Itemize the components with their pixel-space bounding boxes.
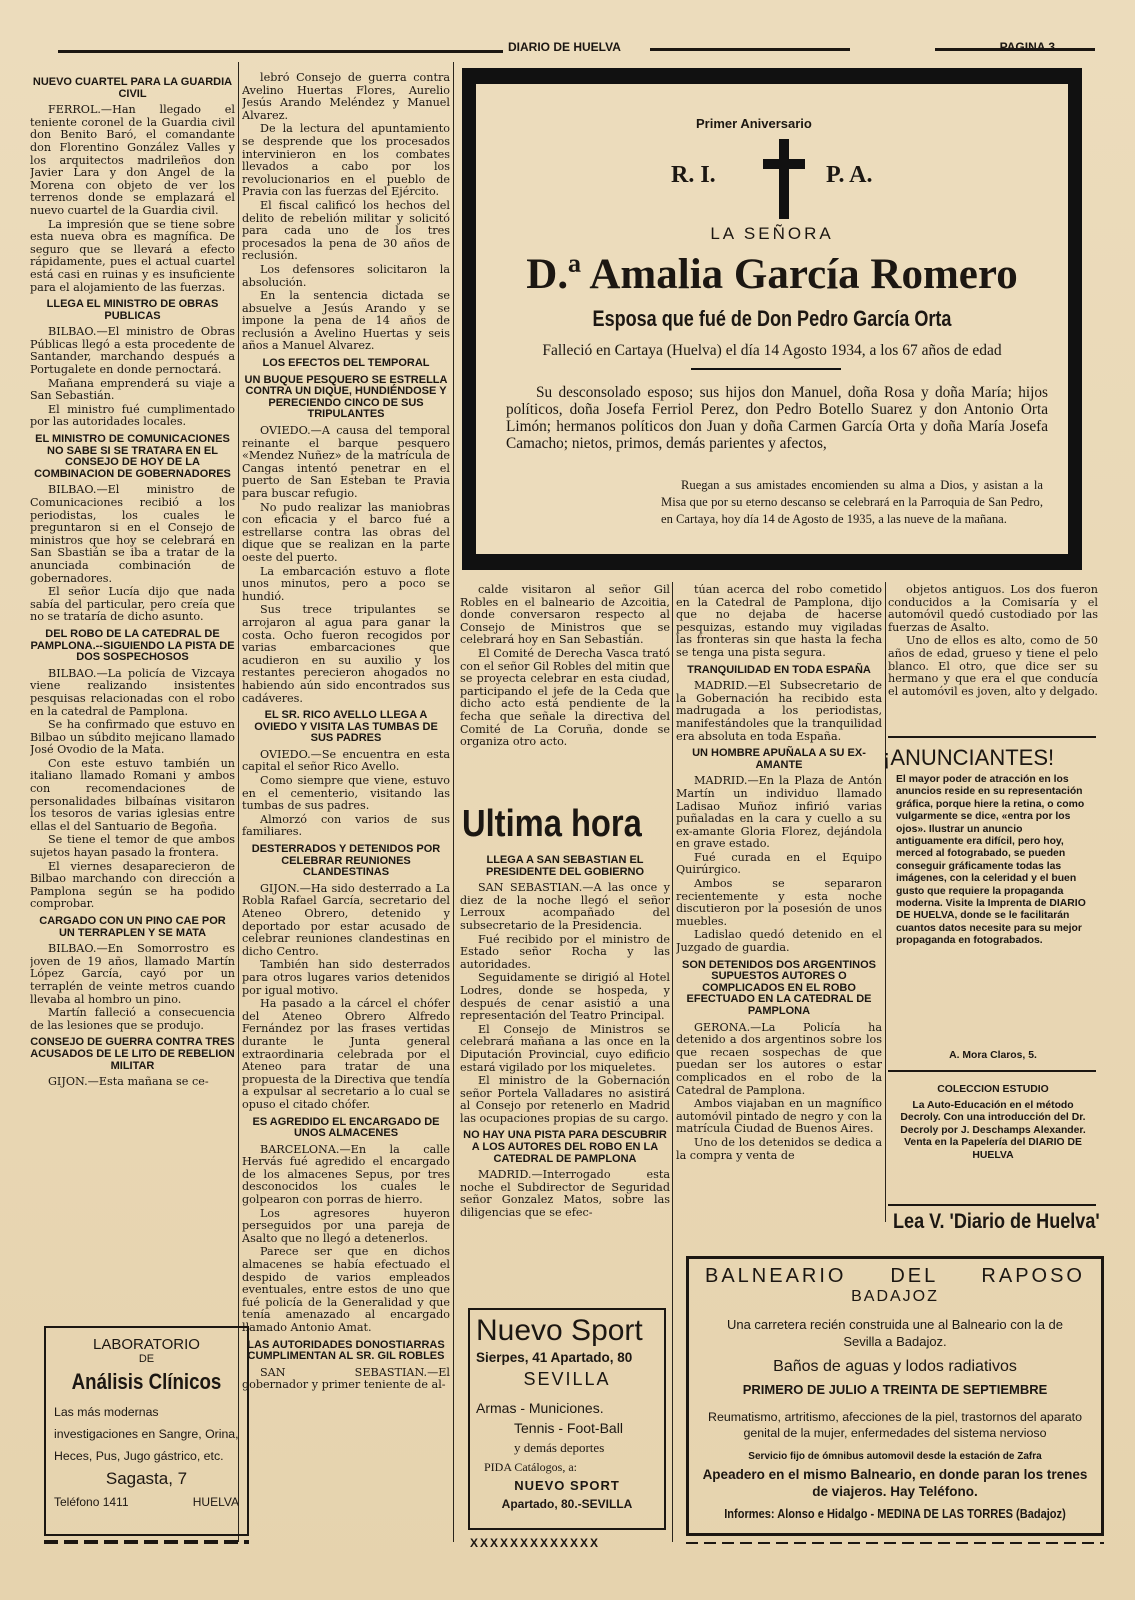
article-paragraph: Ambos se separaron recientemente y esta noche discutieron por la posesión de unos muebles. bbox=[676, 877, 882, 928]
coleccion-rule bbox=[888, 1070, 1096, 1072]
balneario-carretera: Una carretera recién construida une al Balneario con la de Sevilla a Badajoz. bbox=[726, 1317, 1064, 1349]
balneario-servicio: Servicio fijo de ómnibus automovil desde la estación de Zafra bbox=[748, 1451, 1042, 1462]
article-paragraph: Martín falleció a consecuencia de las lesiones que se produjo. bbox=[30, 1006, 235, 1032]
article-paragraph: BILBAO.—La policía de Vizcaya viene realizando insistentes pesquisas relacionadas con el robo en la catedral de Pamplona. bbox=[30, 666, 235, 718]
article-paragraph: Se ha confirmado que estuvo en Bilbao un súbdito mejicano llamado José Ovodio de la Mata. bbox=[30, 718, 235, 757]
article-paragraph: MADRID.—Interrogado esta noche el Subdirector de Seguridad señor Gonzalez Matos, sobre las diligencias que se efec- bbox=[460, 1168, 670, 1220]
article-paragraph: OVIEDO.—Se encuentra en esta capital el señor Rico Avello. bbox=[242, 747, 450, 774]
article-headline: CARGADO CON UN PINO CAE POR UN TERRAPLEN Y SE MATA bbox=[39, 915, 226, 939]
sport-armas: Armas - Municiones. bbox=[476, 1400, 604, 1416]
article-paragraph: Fué curada en el Equipo Quirúrgico. bbox=[676, 850, 882, 877]
balneario-informes: Informes: Alonso e Hidalgo - MEDINA DE LAS TORRES (Badajoz) bbox=[724, 1506, 1066, 1521]
article-headline: EL SR. RICO AVELLO LLEGA A OVIEDO Y VISITA LAS TUMBAS DE SUS PADRES bbox=[254, 709, 438, 745]
article-headline: NO HAY UNA PISTA PARA DESCUBRIR A LOS AUTORES DEL ROBO EN LA CATEDRAL DE PAMPLONA bbox=[463, 1129, 667, 1165]
column-3-top bbox=[460, 584, 670, 794]
article-headline: LOS EFECTOS DEL TEMPORAL bbox=[262, 357, 430, 370]
article-headline: SON DETENIDOS DOS ARGENTINOS SUPUESTOS AUTORES O COMPLICADOS EN EL ROBO EFECTUADO EN LA CATEDRAL DE PAMPLONA bbox=[682, 958, 876, 1017]
article-headline: DEL ROBO DE LA CATEDRAL DE PAMPLONA.--SIGUIENDO LA PISTA DE DOS SOSPECHOSOS bbox=[30, 627, 235, 664]
sport-title: Nuevo Sport bbox=[476, 1314, 643, 1347]
article-paragraph: En la sentencia dictada se absuelve a Jesús Arando y se impone la pena de 14 años de reclusión a Avelino Huertas y seis años a Manuel Alvarez. bbox=[242, 289, 450, 353]
balneario-reuma: Reumatismo, artritismo, afecciones de la piel, trastornos del aparato genital de la mujer, enfermedades del sistema nervioso bbox=[708, 1410, 1082, 1440]
column-rule bbox=[453, 62, 454, 1542]
laboratorio-ad bbox=[44, 1326, 249, 1536]
article-paragraph: MADRID.—El Subsecretario de la Gobernación ha recibido esta madrugada a los periodistas, manifestándoles que la tranquilidad era absoluta en toda España. bbox=[676, 679, 882, 743]
sport-city: SEVILLA bbox=[523, 1369, 611, 1389]
obituary-esposa: Esposa que fué de Don Pedro García Orta bbox=[592, 306, 952, 331]
article-paragraph: El señor Lucía dijo que nada sabía del particular, pero creía que no se trataría de dicho asunto. bbox=[30, 585, 235, 624]
article-paragraph: También han sido desterrados para otros lugares varios detenidos por igual motivo. bbox=[242, 958, 450, 997]
article-paragraph: Ha pasado a la cárcel el chófer del Ateneo Obrero Alfredo Fernández por las frases vertidas durante le Junta general extraordinaria celebrada por el Ateneo para tratar de una propuesta de la Directiva que tendía a expulsar al secretario a lo cual se opuso el citado chófer. bbox=[242, 997, 450, 1111]
column-3-bottom bbox=[460, 850, 670, 1298]
lab-street: Sagasta, 7 bbox=[105, 1469, 188, 1488]
balneario-banos: Baños de aguas y lodos radiativos bbox=[773, 1358, 1017, 1375]
sport-catalogos: PIDA Catálogos, a: bbox=[484, 1460, 577, 1474]
obituary-rip: R. I. bbox=[671, 162, 716, 188]
lab-analisis: Análisis Clínicos bbox=[71, 1369, 222, 1394]
lea-diario-huelva: Lea V. 'Diario de Huelva' bbox=[893, 1210, 1100, 1233]
leav-rule bbox=[888, 1204, 1096, 1206]
sport-ns: NUEVO SPORT bbox=[514, 1478, 620, 1493]
article-paragraph: FERROL.—Han llegado el teniente coronel de la Guardia civil don Benito Baró, el comandante don Florentino González Valles y los arquitectos madrileños don Javier Lara y don Angel de la Morena con objeto de ver los terrenos donde se emplazará el nuevo cuartel de la Guardia civil. bbox=[30, 103, 235, 217]
article-headline: ES AGREDIDO EL ENCARGADO DE UNOS ALMACENES bbox=[252, 1115, 440, 1140]
x-rule: XXXXXXXXXXXXX bbox=[470, 1536, 601, 1550]
anunciantes-body: El mayor poder de atracción en los anuncios reside en su representación gráfica, porque hiere la retina, o como vulgarmente se dice, «entra por los ojos». Ilustrar un anuncio antiguamente era difícil, pero hoy, merced al fotograbado, se pueden conseguir gráficamente todas las imágenes, con la celeridad y el buen gusto que requiere la propaganda moderna. Visite la Imprenta de DIARIO DE HUELVA, donde se le facilitarán cuantos datos necesite para su mejor propaganda en fotograbados. bbox=[896, 774, 1086, 947]
coleccion-title: COLECCION ESTUDIO bbox=[937, 1084, 1049, 1095]
article-paragraph: calde visitaron al señor Gil Robles en el balneario de Azcoitia, donde conversaron respecto al Consejo de Ministros que se celebrará hoy en San Sebastián. bbox=[460, 584, 670, 647]
balneario-title: BALNEARIO DEL RAPOSO bbox=[705, 1265, 1085, 1287]
cross-icon bbox=[763, 139, 805, 219]
dashed-rule bbox=[686, 1542, 1104, 1544]
masthead bbox=[58, 40, 1095, 58]
obituary-notice bbox=[462, 68, 1082, 570]
article-paragraph: objetos antiguos. Los dos fueron conducidos a la Comisaría y el automóvil quedó custodiado por las fuerzas de Asalto. bbox=[888, 584, 1098, 634]
lab-de: DE bbox=[138, 1353, 155, 1365]
article-paragraph: GIJON.—Ha sido desterrado a La Robla Rafael García, secretario del Ateneo Obrero, detenido y deportado por estar acusado de celebrar reuniones clandestinas en dicho Centro. bbox=[242, 881, 450, 958]
article-paragraph: GIJON.—Esta mañana se ce- bbox=[48, 1075, 209, 1089]
page-number: PAGINA 3 bbox=[999, 40, 1055, 54]
article-headline: TRANQUILIDAD EN TODA ESPAÑA bbox=[687, 663, 871, 676]
article-paragraph: BARCELONA.—En la calle Hervás fué agredido el encargado de los almacenes Sepus, por tres desconocidos los cuales le golpearon con porras de hierro. bbox=[242, 1142, 450, 1207]
sport-tennis: Tennis - Foot-Ball bbox=[514, 1420, 623, 1436]
sport-address: Sierpes, 41 Apartado, 80 bbox=[476, 1350, 633, 1365]
article-paragraph: La impresión que se tiene sobre esta nueva obra es magnífica. De seguro que se llevará a efecto rápidamente, pues el actual cuartel está casi en ruinas y es insuficiente para el alojamiento de las fuerzas. bbox=[30, 217, 235, 294]
balneario-title-row bbox=[689, 1259, 1101, 1288]
article-paragraph: El ministro de la Gobernación señor Portela Valladares no asistirá al Consejo por retenerlo en Madrid las ocupaciones propias de su cargo. bbox=[460, 1074, 670, 1125]
column-1 bbox=[30, 72, 235, 1322]
article-headline: LLEGA EL MINISTRO DE OBRAS PUBLICAS bbox=[46, 298, 219, 322]
article-paragraph: El ministro fué cumplimentado por las autoridades locales. bbox=[30, 402, 235, 429]
article-headline: DESTERRADOS Y DETENIDOS POR CELEBRAR REUNIONES CLANDESTINAS bbox=[251, 843, 441, 879]
lab-body: Las más modernas investigaciones en Sangre, Orina, Heces, Pus, Jugo gástrico, etc. bbox=[54, 1405, 239, 1463]
balneario-ad bbox=[686, 1256, 1104, 1536]
column-2 bbox=[242, 72, 450, 1542]
article-paragraph: Seguidamente se dirigió al Hotel Lodres, donde se hospeda, y después de cenar asistió a una representación del Teatro Principal. bbox=[460, 971, 670, 1023]
article-paragraph: Ambos viajaban en un magnífico automóvil pintado de negro y con la matrícula Ciudad de Buenos Aires. bbox=[676, 1097, 882, 1136]
article-paragraph: Parece ser que en dichos almacenes se había efectuado el despido de varios empleados eventuales, entre estos de uno que fué policía de la Generalidad y que tenía amenazado al encargado llamado Antonio Amat. bbox=[242, 1245, 450, 1334]
article-headline: LLEGA A SAN SEBASTIAN EL PRESIDENTE DEL GOBIERNO bbox=[485, 854, 645, 878]
column-rule bbox=[885, 582, 886, 1222]
article-headline: NUEVO CUARTEL PARA LA GUARDIA CIVIL bbox=[32, 76, 233, 100]
article-paragraph: MADRID.—En la Plaza de Antón Martín un individuo llamado Ladisao Muñoz infirió varias puñaladas en la cara y cuello a su ex-amante Gloria Florez, dejándola en grave estado. bbox=[676, 774, 882, 851]
article-paragraph: Fué recibido por el ministro de Estado señor Rocha y las autoridades. bbox=[460, 932, 670, 971]
balneario-fechas: PRIMERO DE JULIO A TREINTA DE SEPTIEMBRE bbox=[742, 1382, 1048, 1397]
article-headline: LAS AUTORIDADES DONOSTIARRAS CUMPLIMENTAN AL SR. GIL ROBLES bbox=[247, 1338, 445, 1363]
article-paragraph: SAN SEBASTIAN.—El gobernador y primer teniente de al- bbox=[242, 1365, 450, 1392]
obituary-family: Su desconsolado esposo; sus hijos don Manuel, doña Rosa y doña María; hijos políticos, doña Josefa Ferriol Perez, don Pedro Botello Suarez y don Antonio Orta Limón; hermanos políticos don Juan y doña Carmen García Orta y doña María Josefa Camacho; nietos, primos, demás parientes y afectos, bbox=[506, 384, 1048, 452]
article-paragraph: De la lectura del apuntamiento se desprende que los procesados intervinieron en los combates llevados a cabo por los revolucionarios en el pueblo de Pravia con las fuerzas del Ejército. bbox=[242, 122, 450, 199]
obituary-anniversary: Primer Aniversario bbox=[696, 116, 812, 131]
article-paragraph: Ladislao quedó detenido en el Juzgado de guardia. bbox=[676, 928, 882, 955]
sport-deportes: y demás deportes bbox=[514, 1440, 605, 1455]
article-paragraph: BILBAO.—El ministro de Obras Públicas llegó a esta procedente de Santander, marchando después a Portugalete en donde pernoctará. bbox=[30, 325, 235, 377]
article-paragraph: Como siempre que viene, estuvo en el cementerio, visitando las tumbas de sus padres. bbox=[242, 774, 450, 813]
article-paragraph: Uno de los detenidos se dedica a la compra y venta de bbox=[676, 1135, 882, 1162]
article-paragraph: La embarcación estuvo a flote unos minutos, pero a poco se hundió. bbox=[242, 564, 450, 603]
article-paragraph: Mañana emprenderá su viaje a San Sebastián. bbox=[30, 376, 235, 403]
lab-phone: Teléfono 1411 bbox=[54, 1495, 129, 1509]
paper-name: DIARIO DE HUELVA bbox=[508, 40, 621, 54]
column-rule bbox=[672, 582, 673, 1542]
column-5 bbox=[888, 584, 1098, 734]
article-paragraph: El viernes desaparecieron de Bilbao marchando con dirección a Pamplona según se ha podido comprobar. bbox=[30, 859, 235, 911]
ultima-hora-heading: Ultima hora bbox=[462, 803, 642, 845]
column-4 bbox=[676, 584, 882, 1224]
obituary-separator bbox=[691, 368, 841, 370]
anunciantes-address: A. Mora Claros, 5. bbox=[949, 1050, 1037, 1061]
article-paragraph: Con este estuvo también un italiano llamado Romani y ambos con recomendaciones de personalidades bilbaínas visitaron los tesoros de varias iglesias entre ellas el del Santuario de Begoña. bbox=[30, 756, 235, 833]
article-paragraph: Almorzó con varios de sus familiares. bbox=[242, 812, 450, 839]
balneario-sub: BADAJOZ bbox=[851, 1288, 939, 1305]
coleccion-body: La Auto-Educación en el método Decroly. Con una introducción del Dr. Decroly por J. Deschamps Alexander. Venta en la Papelería del DIARIO DE HUELVA bbox=[900, 1100, 1086, 1161]
anunciantes-title: ¡ANUNCIANTES! bbox=[883, 745, 1055, 770]
article-paragraph: El Comité de Derecha Vasca trató con el señor Gil Robles del mitin que se proyecta celebrar en esta ciudad, participando el jefe de la Ceda que dicho acto está pendiente de la fecha que señale la directiva del Comité de La Coruña, donde se organiza otro acto. bbox=[460, 646, 670, 749]
obituary-senora: LA SEÑORA bbox=[710, 224, 834, 243]
sport-apartado: Apartado, 80.-SEVILLA bbox=[501, 1497, 633, 1511]
anunciantes-rule bbox=[888, 736, 1096, 738]
article-paragraph: BILBAO.—El ministro de Comunicaciones recibió a los periodistas, los cuales le preguntaron si en el Consejo de ministros que hoy se celebrará en San Sbastián se iba a tratar de la anunciada combinación de gobernadores. bbox=[30, 483, 235, 585]
article-paragraph: Sus trece tripulantes se arrojaron al agua para ganar la costa. Ocho fueron recogidos por varias embarcaciones que acudieron en su auxilio y los restantes perecieron ahogados no habiendo aún sido encontrados sus cadáveres. bbox=[242, 603, 450, 705]
article-paragraph: Se tiene el temor de que ambos sujetos hayan pasado la frontera. bbox=[30, 833, 235, 860]
article-paragraph: OVIEDO.—A causa del temporal reinante el barque pesquero «Mendez Nuñez» de la matrícula de Cangas intentó penetrar en el puerto de San Esteban te Pravia para buscar refugio. bbox=[242, 424, 450, 500]
article-paragraph: Los agresores huyeron perseguidos por una pareja de Asalto que no llegó a detenerlos. bbox=[242, 1206, 450, 1245]
article-headline: UN HOMBRE APUÑALA A SU EX-AMANTE bbox=[692, 747, 866, 771]
dashed-rule bbox=[44, 1540, 249, 1544]
article-paragraph: El fiscal calificó los hechos del delito de rebelión militar y solicitó para cada uno de los tres procesados la pena de 30 años de reclusión. bbox=[242, 198, 450, 263]
article-paragraph: SAN SEBASTIAN.—A las once y diez de la noche llegó el señor Lerroux acompañado del subsecretario de la Presidencia. bbox=[460, 881, 670, 932]
nuevo-sport-ad bbox=[468, 1308, 666, 1530]
obituary-name: D.ª Amalia García Romero bbox=[526, 251, 1018, 298]
article-paragraph: Uno de ellos es alto, como de 50 años de edad, grueso y tiene el pelo blanco. El otro, que dice ser su hermano y que era el que conducía el automóvil es joven, alto y delgado. bbox=[888, 634, 1098, 698]
balneario-apeadero: Apeadero en el mismo Balneario, en donde paran los trenes de viajeros. Hay Teléfono. bbox=[702, 1467, 1088, 1499]
lab-title: LABORATORIO bbox=[93, 1336, 200, 1353]
article-paragraph: BILBAO.—En Somorrostro es joven de 19 años, llamado Martín López García, cayó por un terraplén de veinte metros cuando llevaba al hombro un pino. bbox=[30, 942, 235, 1006]
obituary-fallecio: Falleció en Cartaya (Huelva) el día 14 Agosto 1934, a los 67 años de edad bbox=[542, 342, 1002, 359]
obituary-ruegan: Ruegan a sus amistades encomienden su alma a Dios, y asistan a la Misa que por su eterno descanso se celebrará en la Parroquia de San Pedro, en Cartaya, hoy día 14 de Agosto de 1935, a las nueve de la mañana. bbox=[661, 478, 1043, 526]
article-paragraph: Los defensores solicitaron la absolución. bbox=[242, 262, 450, 289]
article-paragraph: GERONA.—La Policía ha detenido a dos argentinos sobre los que recaen sospechas de que puedan ser los autores o estar complicados en el robo de la Catedral de Pamplona. bbox=[676, 1020, 882, 1097]
article-paragraph: túan acerca del robo cometido en la Catedral de Pamplona, dijo que no dejaba de hacerse pesquizas, estando muy vigiladas las fronteras sin que hasta la fecha se tenga una pista segura. bbox=[676, 584, 882, 659]
article-paragraph: El Consejo de Ministros se celebrará mañana a las once en la Diputación Provincial, cuyo edificio estará vigilado por los miqueletes. bbox=[460, 1022, 670, 1074]
article-headline: CONSEJO DE GUERRA CONTRA TRES ACUSADOS DE LE LITO DE REBELION MILITAR bbox=[30, 1036, 235, 1072]
obituary-pa: P. A. bbox=[826, 162, 873, 188]
article-headline: UN BUQUE PESQUERO SE ESTRELLA CONTRA UN DIQUE, HUNDIÉNDOSE Y PERECIENDO CINCO DE SUS TRIPULANTES bbox=[244, 373, 448, 421]
article-paragraph: lebró Consejo de guerra contra Avelino Huertas Flores, Aurelio Jesús Arando Meléndez y Manuel Alvarez. bbox=[242, 72, 450, 122]
article-headline: EL MINISTRO DE COMUNICACIONES NO SABE SI SE TRATARA EN EL CONSEJO DE HOY DE LA COMBINACION DE GOBERNADORES bbox=[34, 433, 231, 480]
lab-city: HUELVA bbox=[192, 1495, 239, 1509]
column-rule bbox=[238, 62, 239, 1542]
article-paragraph: No pudo realizar las maniobras con eficacia y el barco fué a estrellarse contra las obras del dique que se realizan en la parte oeste del puerto. bbox=[242, 500, 450, 564]
